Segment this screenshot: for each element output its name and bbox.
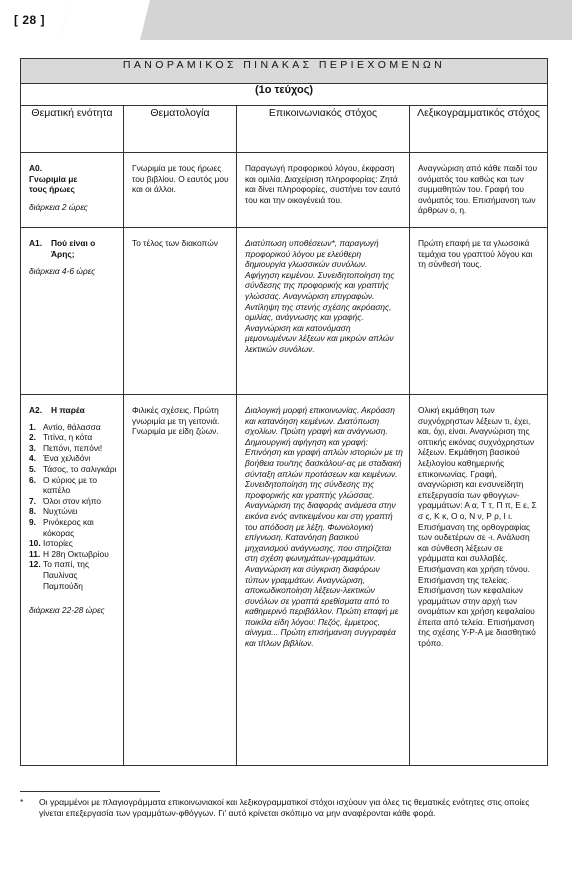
unit-heading bbox=[29, 163, 117, 195]
lexicogrammatical-cell: Ολική εκμάθηση των συχνόχρηστων λέξεων τι, έχει, και, όχι, είναι. Αναγνώριση της οπτικής εικόνας συχνόχρηστων λέξεων. Εκμάθηση βασικού λεξιλογίου καθημερινής επικοινωνίας. Γραφή, αναγνώριση και ενσυνείδητη επεξεργασία των φθογγων-γραμμάτων: Α α, Τ τ, Π π, Ε ε, Σ σ ς, Κ κ, Ο ο, Ν ν, Ρ ρ, Ι ι. Επισήμανση της ορθογραφίας των ουδετέρων σε -ι. Ανάλυση και σύνθεση λέξεων σε γράμματα και συλλαβές. Επισήμανση και χρήση τόνου. Επισήμανση της τελείας. Επισήμανση των κεφαλαίων γραμμάτων στην αρχή των ονομάτων και χρήση κεφαλαίου έπειτα από τελεία. Επισήμανση της σχέσης Υ-Ρ-Α με διασθητικό τρόπο. bbox=[418, 405, 537, 649]
footnote-text: Οι γραμμένοι με πλαγιογράμματα επικοινωνιακοί και λεξικογραμματικοί στόχοι ισχύουν για όλες τις θεματικές ενότητες στις οποίες γίνεται επεξεργασία των γραμμάτων-φθόγγων. Γι' αυτό κρίνεται σκόπιμο να μην αναφέρονται κάθε φορά. bbox=[39, 797, 530, 818]
table-subtitle: (1ο τεύχος) bbox=[21, 84, 548, 106]
unit-code: Α1. bbox=[29, 238, 43, 248]
unit-cell bbox=[21, 153, 123, 227]
unit-name: Η παρέα bbox=[51, 405, 85, 415]
list-item: 9. Ρινόκερος και κόκορας bbox=[29, 516, 94, 538]
header-communicative-goal: Επικοινωνιακός στόχος bbox=[237, 106, 410, 153]
lexicogrammatical-cell: Αναγνώριση από κάθε παιδί του ονόματός του καθώς και των συμμαθητών του. Γραφή του ονόματός του. Επισήμανση των άρθρων ο, η. bbox=[418, 163, 538, 216]
contents-table bbox=[20, 58, 548, 766]
footnote-divider bbox=[20, 791, 160, 792]
page-number: [ 28 ] bbox=[14, 13, 46, 27]
unit-duration: διάρκεια 4-6 ώρες bbox=[29, 266, 96, 277]
footnote-mark: * bbox=[20, 797, 24, 807]
list-item: 4. Ένα χελιδόνι bbox=[29, 453, 91, 464]
table-row bbox=[21, 153, 548, 228]
list-item: 2. Τιτίνα, η κότα bbox=[29, 432, 93, 443]
page-header-band bbox=[0, 0, 572, 40]
footnote bbox=[20, 797, 550, 819]
list-item: 5. Τάσος, το σαλιγκάρι bbox=[29, 463, 117, 474]
list-item: 3. Πεπόνι, πεπόνι! bbox=[29, 442, 103, 453]
unit-name: Γνωριμία με τους ήρωες bbox=[29, 173, 78, 195]
header-thematic-unit: Θεματική ενότητα bbox=[21, 106, 124, 153]
unit-cell bbox=[21, 395, 123, 765]
table-row bbox=[21, 395, 548, 766]
topics-cell: Φιλικές σχέσεις. Πρώτη γνωριμία με τη γειτονιά. Γνωριμία με είδη ζώων. bbox=[132, 405, 220, 437]
list-item: 12. Το παπί, της Παυλίνας Παμπούδη bbox=[29, 559, 89, 591]
unit-heading bbox=[29, 238, 117, 259]
topics-cell: Το τέλος των διακοπών bbox=[132, 238, 218, 248]
topics-cell: Γνωριμία με τους ήρωες του βιβλίου. Ο εαυτός μου και οι άλλοι. bbox=[132, 163, 229, 195]
unit-cell bbox=[21, 228, 123, 394]
unit-heading bbox=[29, 405, 117, 416]
list-item: 10. Ιστορίες bbox=[29, 538, 73, 549]
unit-name: Πού είναι ο Άρης; bbox=[51, 238, 96, 259]
list-item: 6. Ο κύριος με το καπέλο bbox=[29, 474, 97, 496]
lesson-list bbox=[29, 422, 117, 592]
unit-duration: διάρκεια 2 ώρες bbox=[29, 201, 88, 212]
unit-code: Α2. bbox=[29, 405, 43, 415]
lexicogrammatical-cell: Πρώτη επαφή με τα γλωσσικά τεμάχια του γραπτού λόγου και τη σύνθεσή τους. bbox=[418, 238, 533, 270]
list-item: 1. Αντίο, θάλασσα bbox=[29, 421, 101, 432]
communicative-cell: Διατύπωση υποθέσεων*, παραγωγή προφορικού λόγου με ελεύθερη δημιουργία γλωσσικών συνόλων. Αφήγηση κειμένου. Συνειδητοποίηση της σύνδεσης της προφορικής και γραπτής γλώσσας. Αναγνώριση επιγραφών. Αντίληψη της στενής σχέσης ακρόασης, ομιλίας, ανάγνωσης και γραφής. Αναγνώριση και κατονόμαση μεμονωμένων λέξεων και μικρών απλών λεκτικών συνόλων. bbox=[245, 238, 395, 354]
communicative-cell: Διαλογική μορφή επικοινωνίας. Ακρόαση και κατανόηση κειμένων. Διατύπωση σχολίων. Πρώτη γραφή και ανάγνωση. Δημιουργική αφήγηση και γραφή: Επινόηση και γραφή απλών ιστοριών με τη βοήθεια του/της δασκάλου/-ας με σταδιακή σύνταξη απλών προτάσεων και κειμένων. Συνειδητοποίηση της σύνδεσης της προφορικής και γραπτής γλώσσας. Αναγνώριση της διαφοράς ανάμεσα στην εικόνα ενός αντικειμένου και στη γραπτή του απόδοση με λέξη. Φωνολογική επίγνωση. Κατανόηση βασικού μηχανισμού ανάγνωσης, που στηρίζεται στη σχέση φωνημάτων-γραμμάτων. Αναγνώριση και σύγκριση διαφόρων τύπων γραμμάτων. Αναγνώριση, αποκωδικοποίηση λέξεων-λεκτικών συνόλων σε γραπτά ερεθίσματα από το καθημερινό περιβάλλον. Πρώτη επαφή με ποικίλα είδη λόγου: Πεζός, έμμετρος, αίνιγμα... Πρώτη επισήμανση συγγραφέα και τίτλων βιβλίων. bbox=[245, 405, 403, 649]
unit-code: Α0. bbox=[29, 163, 43, 173]
header-topics: Θεματολογία bbox=[124, 106, 237, 153]
communicative-cell: Παραγωγή προφορικού λόγου, έκφραση και ομιλία. Διαχείριση πληροφορίας: Ζητά και δίνει πληροφορίες, συστήνει τον εαυτό του και την οικογένειά του. bbox=[245, 163, 401, 205]
table-title: ΠΑΝΟΡΑΜΙΚΟΣ ΠΙΝΑΚΑΣ ΠΕΡΙΕΧΟΜΕΝΩΝ bbox=[21, 59, 548, 84]
header-lexicogrammatical-goal: Λεξικογραμματικός στόχος bbox=[410, 106, 548, 153]
table-row bbox=[21, 228, 548, 395]
list-item: 7. Όλοι στον κήπο bbox=[29, 495, 102, 506]
unit-duration: διάρκεια 22-28 ώρες bbox=[29, 605, 105, 616]
list-item: 11. Η 28η Οκτωβρίου bbox=[29, 548, 109, 559]
list-item: 8. Νυχτώνει bbox=[29, 506, 78, 517]
header-diagonal-cut bbox=[0, 0, 572, 40]
